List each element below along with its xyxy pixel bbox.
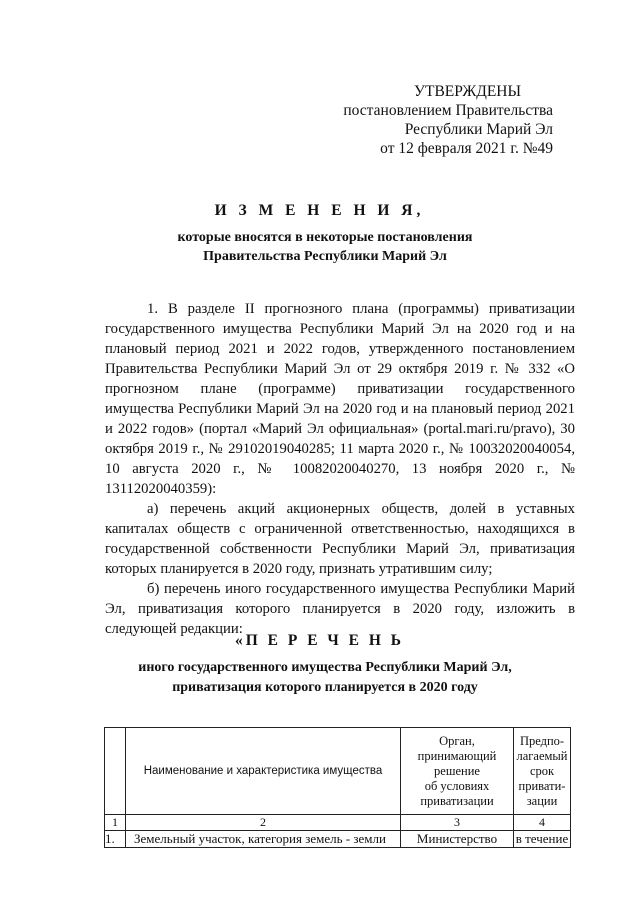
list-subtitle-line-2: приватизация которого планируется в 2020 году [172,680,478,695]
row-organ: Министерство [401,831,514,848]
document-body [105,299,575,639]
column-number: 1 [105,815,126,831]
header-cell-organ [401,728,514,815]
approval-stamp [343,82,553,158]
header-term-line: срок [529,763,555,778]
paragraph-b: б) перечень иного государственного имущества Республики Марий Эл, приватизация которого планируется в 2020 году, изложить в следующей редакции: [105,581,575,637]
header-term-line: зации [526,793,558,808]
column-number: 3 [401,815,514,831]
row-number: 1. [105,831,126,848]
document-subtitle [150,228,500,266]
table-header-row [105,728,571,815]
paragraph-a: а) перечень акций акционерных обществ, долей в уставных капиталах обществ с ограниченной ответственностью, находящихся в государственной собственности Республики Марий Эл, приватизация которых планируется в 2020 году, признать утратившим силу; [105,501,575,577]
column-number: 4 [514,815,571,831]
document-subtitle-line-1: которые вносятся в некоторые постановления [177,230,473,245]
header-term-line: лагаемый [516,748,568,763]
header-cell-name: Наименование и характеристика имущества [126,728,401,815]
header-organ-line: Орган, [439,733,475,748]
row-name: Земельный участок, категория земель - земли [126,831,401,848]
approval-line-3: от 12 февраля 2021 г. №49 [380,140,553,157]
approval-line-2: Республики Марий Эл [404,121,553,138]
header-organ-line: приватизации [420,793,494,808]
row-term: в течение [514,831,571,848]
header-organ-line: об условиях [424,778,490,793]
header-organ-line: решение [434,763,480,778]
list-title: «П Е Р Е Ч Е Н Ь [234,632,405,649]
list-subtitle-line-1: иного государственного имущества Республики Марий Эл, [138,660,512,675]
header-cell-number [105,728,126,815]
list-subtitle [110,658,540,698]
approval-line-1: постановлением Правительства [343,102,553,119]
table-row [105,831,571,848]
paragraph-1: 1. В разделе II прогнозного плана (программы) приватизации государственного имущества Республики Марий Эл на 2020 год и на плановый период 2021 и 2022 годов, утвержденного постановлением Правительства Республики Марий Эл от 29 октября 2019 г. № 332 «О прогнозном плане (программе) приватизации государственного имущества Республики Марий Эл на 2020 год и на плановый период 2021 и 2022 годов» (портал «Марий Эл официальная» (portal.mari.ru/pravo), 30 октября 2019 г., № 29102019040285; 11 марта 2020 г., № 10032020040054, 10 августа 2020 г., № 10082020040270, 13 ноября 2020 г., № 13112020040359): [105,301,575,497]
document-subtitle-line-2: Правительства Республики Марий Эл [203,249,447,264]
property-table [104,727,571,848]
header-organ-line: принимающий [417,748,497,763]
header-cell-term [514,728,571,815]
header-term-line: Предпо- [519,733,565,748]
document-title: И З М Е Н Е Н И Я, [214,202,425,219]
column-number: 2 [126,815,401,831]
table-column-number-row [105,815,571,831]
approval-heading: УТВЕРЖДЕНЫ [414,83,521,100]
header-term-line: привати- [518,778,566,793]
